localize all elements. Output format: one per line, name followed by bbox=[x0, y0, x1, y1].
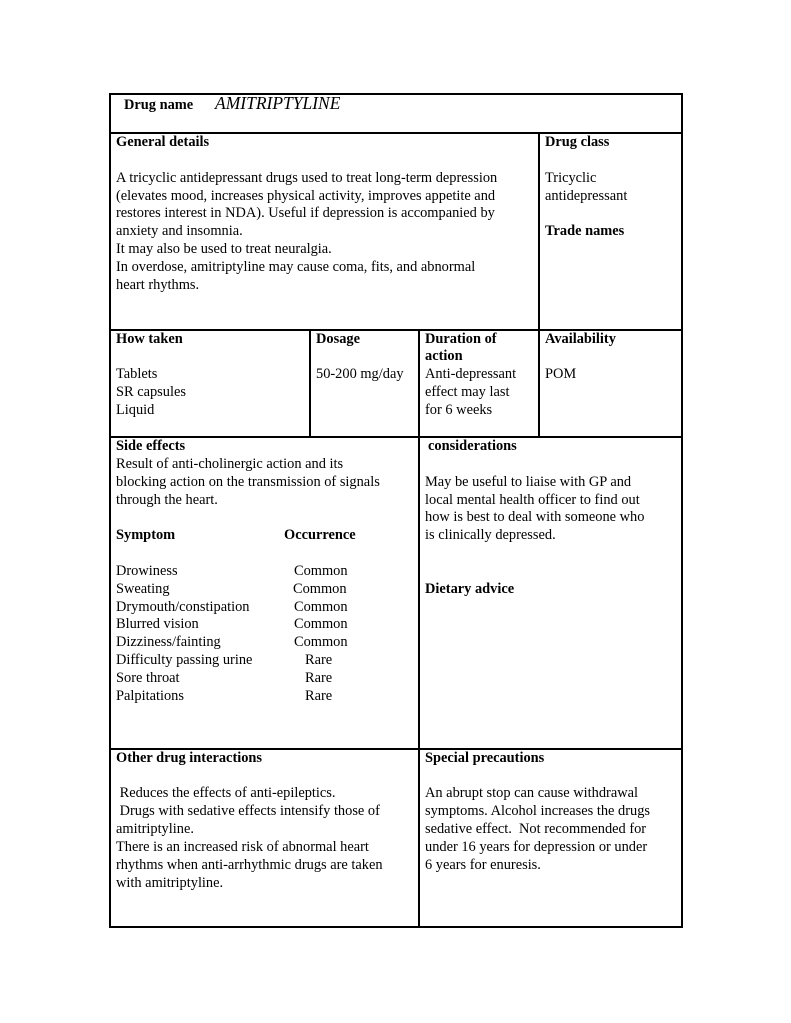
drug-name-label: Drug name bbox=[124, 97, 194, 113]
general-details-heading: General details bbox=[116, 134, 210, 150]
drug-class-line: Tricyclic bbox=[545, 170, 597, 186]
considerations-line: is clinically depressed. bbox=[425, 527, 556, 543]
symptom-name: Sweating bbox=[116, 581, 170, 597]
side-effects-line: through the heart. bbox=[116, 492, 218, 508]
drug-class-heading: Drug class bbox=[545, 134, 610, 150]
duration-line: for 6 weeks bbox=[425, 402, 493, 418]
considerations-line: May be useful to liaise with GP and bbox=[425, 474, 632, 490]
drug-info-sheet bbox=[109, 93, 683, 928]
interactions-line: with amitriptyline. bbox=[116, 875, 224, 891]
symptom-occurrence: Rare bbox=[305, 652, 333, 668]
symptom-name: Difficulty passing urine bbox=[116, 652, 253, 668]
general-line: In overdose, amitriptyline may cause coma, fits, and abnormal bbox=[116, 259, 476, 275]
drug-name-value: AMITRIPTYLINE bbox=[215, 93, 341, 113]
occurrence-heading: Occurrence bbox=[284, 527, 356, 543]
symptom-occurrence: Common bbox=[294, 563, 348, 579]
availability-value: POM bbox=[545, 366, 577, 382]
symptom-name: Blurred vision bbox=[116, 616, 199, 632]
trade-names-heading: Trade names bbox=[545, 223, 625, 239]
symptom-occurrence: Common bbox=[294, 616, 348, 632]
duration-heading: action bbox=[425, 348, 463, 364]
drug-name-cell bbox=[109, 93, 683, 134]
symptom-occurrence: Rare bbox=[305, 688, 333, 704]
how-taken-item: Liquid bbox=[116, 402, 155, 418]
how-taken-item: Tablets bbox=[116, 366, 158, 382]
drug-class-line: antidepressant bbox=[545, 188, 628, 204]
interactions-line: rhythms when anti-arrhythmic drugs are taken bbox=[116, 857, 383, 873]
symptom-occurrence: Common bbox=[293, 581, 347, 597]
symptom-heading: Symptom bbox=[116, 527, 176, 543]
general-line: (elevates mood, increases physical activity, improves appetite and bbox=[116, 188, 496, 204]
general-line: restores interest in NDA). Useful if depression is accompanied by bbox=[116, 205, 495, 221]
symptom-name: Drymouth/constipation bbox=[116, 599, 250, 615]
symptom-name: Palpitations bbox=[116, 688, 184, 704]
symptom-name: Dizziness/fainting bbox=[116, 634, 221, 650]
precautions-heading: Special precautions bbox=[425, 750, 545, 766]
symptom-occurrence: Rare bbox=[305, 670, 333, 686]
general-line: It may also be used to treat neuralgia. bbox=[116, 241, 332, 257]
symptom-name: Sore throat bbox=[116, 670, 180, 686]
side-effects-line: Result of anti-cholinergic action and its bbox=[116, 456, 344, 472]
general-line: A tricyclic antidepressant drugs used to treat long-term depression bbox=[116, 170, 498, 186]
duration-line: Anti-depressant bbox=[425, 366, 517, 382]
symptom-name: Drowiness bbox=[116, 563, 178, 579]
interactions-line: Reduces the effects of anti-epileptics. bbox=[116, 785, 336, 801]
how-taken-heading: How taken bbox=[116, 331, 183, 347]
dosage-value: 50-200 mg/day bbox=[316, 366, 404, 382]
precautions-line: 6 years for enuresis. bbox=[425, 857, 541, 873]
interactions-line: Drugs with sedative effects intensify those of bbox=[116, 803, 380, 819]
duration-line: effect may last bbox=[425, 384, 510, 400]
precautions-line: symptoms. Alcohol increases the drugs bbox=[425, 803, 651, 819]
side-effects-line: blocking action on the transmission of signals bbox=[116, 474, 380, 490]
precautions-line: An abrupt stop can cause withdrawal bbox=[425, 785, 638, 801]
dietary-advice-heading: Dietary advice bbox=[425, 581, 515, 597]
considerations-line: how is best to deal with someone who bbox=[425, 509, 645, 525]
symptom-occurrence: Common bbox=[294, 599, 348, 615]
interactions-heading: Other drug interactions bbox=[116, 750, 263, 766]
availability-heading: Availability bbox=[545, 331, 616, 347]
interactions-line: amitriptyline. bbox=[116, 821, 194, 837]
precautions-line: sedative effect. Not recommended for bbox=[425, 821, 647, 837]
considerations-line: local mental health officer to find out bbox=[425, 492, 640, 508]
symptom-occurrence: Common bbox=[294, 634, 348, 650]
duration-heading: Duration of bbox=[425, 331, 497, 347]
interactions-line: There is an increased risk of abnormal heart bbox=[116, 839, 369, 855]
general-line: anxiety and insomnia. bbox=[116, 223, 243, 239]
general-line: heart rhythms. bbox=[116, 277, 200, 293]
side-effects-heading: Side effects bbox=[116, 438, 186, 454]
dosage-heading: Dosage bbox=[316, 331, 360, 347]
how-taken-item: SR capsules bbox=[116, 384, 186, 400]
precautions-line: under 16 years for depression or under bbox=[425, 839, 648, 855]
considerations-heading: considerations bbox=[428, 438, 517, 454]
